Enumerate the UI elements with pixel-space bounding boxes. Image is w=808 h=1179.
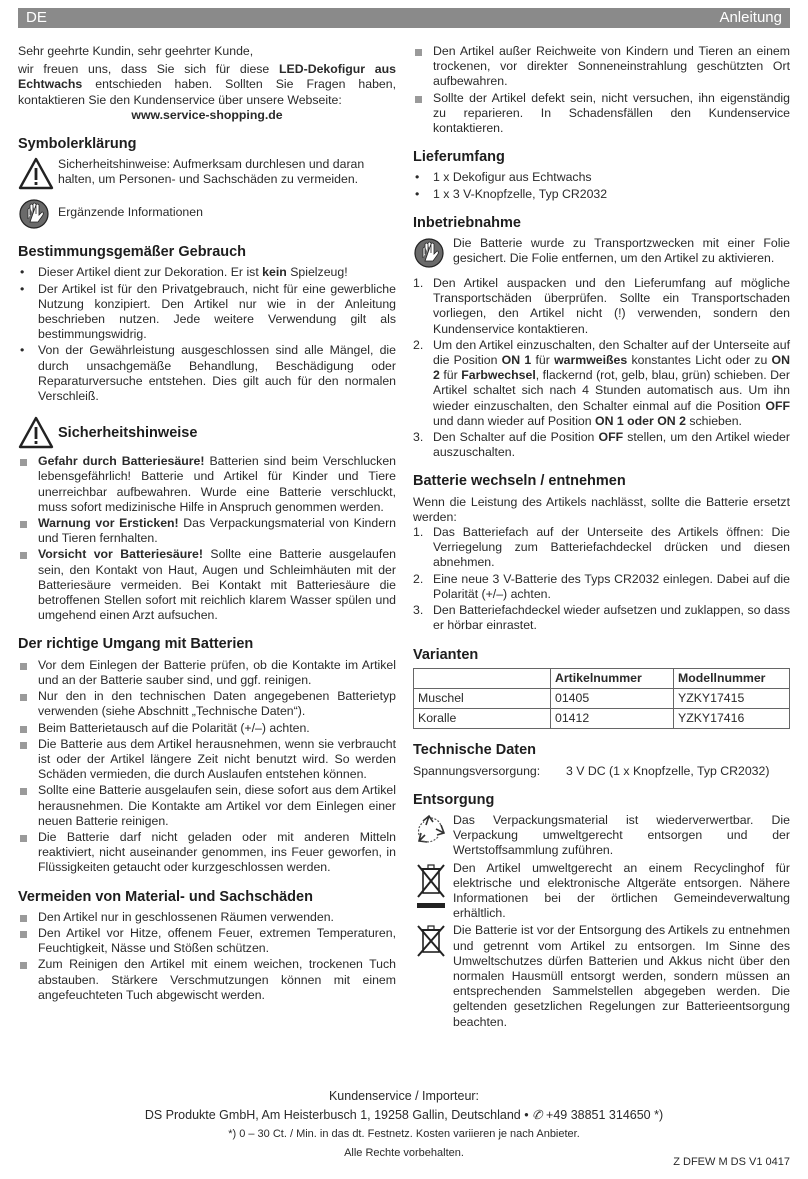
startup-heading: Inbetriebnahme [413, 214, 521, 231]
intro-text: wir freuen uns, dass Sie sich für diese LED-Dekofigur aus Echtwachs entschieden haben. Sollten Sie Fragen haben, kontaktieren Sie den Kundenservice über unsere Webseite: [18, 62, 396, 107]
batteries-list [18, 658, 396, 876]
startup-note-text: Die Batterie wurde zu Transportzwecken mit einer Folie gesichert. Die Folie entfernen, um den Artikel zu aktivieren. [453, 236, 790, 266]
list-item: 1. Den Artikel auspacken und den Lieferumfang auf mögliche Transportschäden überprüfen. Sollte ein Transportschaden vorliegen, den Artikel nicht (!) verwenden, sondern den Kundenservice kontaktieren. [413, 276, 790, 336]
left-column [18, 44, 396, 1004]
intended-use-heading: Bestimmungsgemäßer Gebrauch [18, 244, 247, 261]
list-item: Nur den in den technischen Daten angegebenen Batterietyp verwenden (siehe Abschnitt „Technische Daten“). [18, 689, 396, 719]
safety-heading: Sicherheitshinweise [58, 424, 198, 441]
scope-heading: Lieferumfang [413, 149, 505, 166]
disposal-packaging [413, 813, 790, 859]
table-header-row: Artikelnummer Modellnummer [414, 668, 790, 688]
variants-table [413, 668, 790, 730]
damage-list-continued [413, 44, 790, 136]
spec-value: 3 V DC (1 x Knopfzelle, Typ CR2032) [566, 763, 770, 778]
list-item: 1. Das Batteriefach auf der Unterseite des Artikels öffnen: Die Verriegelung zum Batteriefachdeckel drücken und diesen abnehmen. [413, 525, 790, 570]
tech-heading: Technische Daten [413, 742, 537, 759]
tech-spec-row [413, 764, 790, 779]
batteries-heading: Der richtige Umgang mit Batterien [18, 636, 254, 653]
footer-cost-note: *) 0 – 30 Ct. / Min. in das dt. Festnetz. Kosten variieren je nach Anbieter. [228, 1128, 580, 1140]
crossed-bin-icon [413, 861, 449, 911]
table-row: Muschel 01405 YZKY17415 [414, 688, 790, 708]
header-bar [18, 8, 790, 28]
info-hand-icon [18, 197, 54, 231]
list-item: Zum Reinigen den Artikel mit einem weichen, trockenen Tuch abstauben. Stärkere Verschmutzungen können mit einem angefeuchteten Tuch abgewischt werden. [18, 957, 396, 1003]
list-item: 3. Den Schalter auf die Position OFF stellen, um den Artikel wieder auszuschalten. [413, 430, 790, 460]
document-code: Z DFEW M DS V1 0417 [673, 1156, 790, 1168]
variants-heading: Varianten [413, 646, 479, 663]
list-item: Den Artikel vor Hitze, offenem Feuer, extremen Temperaturen, Feuchtigkeit, Nässe und Stößen schützen. [18, 926, 396, 956]
symbol-info [18, 197, 396, 231]
list-item: Gefahr durch Batteriesäure! Batterien sind beim Verschlucken lebensgefährlich! Batterie und Artikel für Kinder und Tiere unerreichbar aufbewahren. Wurde eine Batterie verschluckt, muss sofort medizinische Hilfe in Anspruch genommen werden. [18, 454, 396, 515]
disposal-weee [413, 861, 790, 922]
scope-list [413, 170, 790, 201]
list-item: • 1 x Dekofigur aus Echtwachs [413, 170, 790, 185]
list-item: 2. Um den Artikel einzuschalten, den Schalter auf der Unterseite auf die Position ON 1 für warmweißes konstantes Licht oder zu ON 2 für Farbwechsel, flackernd (rot, gelb, blau, grün) schieben. Der Artikel schaltet sich nach 4 Stunden automatisch aus. Um ihn wieder einzuschalten, den Schalter einmal auf die Position OFF und dann wieder auf Position ON 1 oder ON 2 schieben. [413, 337, 790, 428]
safety-heading-row [18, 416, 396, 450]
website-link[interactable]: www.service-shopping.de [131, 107, 283, 122]
battery-change-steps [413, 525, 790, 633]
startup-note [413, 236, 790, 270]
language-code: DE [26, 9, 47, 26]
warning-icon [18, 157, 54, 191]
symbol-warning-text: Sicherheitshinweise: Aufmerksam durchlesen und daran halten, um Personen- und Sachschäden zu vermeiden. [58, 157, 365, 187]
footer-phone: +49 38851 314650 *) [546, 1108, 664, 1122]
list-item: 2. Eine neue 3 V-Batterie des Typs CR2032 einlegen. Dabei auf die Polarität (+/–) achten. [413, 571, 790, 601]
product-name: LED-Dekofigur aus Echtwachs [18, 62, 396, 92]
list-item: • Der Artikel ist für den Privatgebrauch, nicht für eine gewerbliche Nutzung konzipiert. Den Artikel nur wie in der Anleitung beschrieben nutzen. Jede weitere Verwendung gilt als bestimmungswidrig. [18, 282, 396, 343]
list-item: Die Batterie aus dem Artikel herausnehmen, wenn sie verbraucht ist oder der Artikel längere Zeit nicht benutzt wird. So werden Schäden vermieden, die durch Auslaufen entstehen können. [18, 737, 396, 783]
list-item: 3. Den Batteriefachdeckel wieder aufsetzen und zuklappen, so dass er hörbar einrastet. [413, 603, 790, 633]
list-item: Warnung vor Ersticken! Das Verpackungsmaterial von Kindern und Tieren fernhalten. [18, 516, 396, 546]
footer-rights: Alle Rechte vorbehalten. [344, 1147, 464, 1159]
damage-list [18, 910, 396, 1003]
list-item: • Dieser Artikel dient zur Dekoration. Er ist kein Spielzeug! [18, 265, 396, 280]
footer-address: DS Produkte GmbH, Am Heisterbusch 1, 19258 Gallin, Deutschland • ✆ +49 38851 314650 *) [144, 1108, 664, 1122]
damage-heading: Vermeiden von Material- und Sachschäden [18, 888, 313, 905]
document-title: Anleitung [719, 9, 782, 26]
table-row: Koralle 01412 YZKY17416 [414, 709, 790, 729]
disposal-heading: Entsorgung [413, 791, 495, 808]
greeting: Sehr geehrte Kundin, sehr geehrter Kunde, [18, 44, 254, 58]
list-item: Sollte eine Batterie ausgelaufen sein, diese sofort aus dem Artikel herausnehmen. Die Kontakte am Artikel vor dem Einlegen einer neuen Batterie reinigen. [18, 783, 396, 829]
list-item: Vor dem Einlegen der Batterie prüfen, ob die Kontakte im Artikel und an der Batterie sauber sind, und ggf. reinigen. [18, 658, 396, 688]
list-item: Den Artikel außer Reichweite von Kindern und Tieren an einem trockenen, vor direkter Sonneneinstrahlung geschützten Ort aufbewahren. [413, 44, 790, 90]
list-item: • Von der Gewährleistung ausgeschlossen sind alle Mängel, die durch unsachgemäße Behandlung, Beschädigung oder Reparaturversuche entstehen. Dies gilt auch für den normalen Verschleiß. [18, 343, 396, 404]
list-item: Beim Batterietausch auf die Polarität (+/–) achten. [18, 721, 396, 736]
list-item: Die Batterie darf nicht geladen oder mit anderen Mitteln reaktiviert, nicht auseinander genommen, ins Feuer geworfen, in Flüssigkeiten getaucht oder kurzgeschlossen werden. [18, 830, 396, 876]
startup-steps [413, 276, 790, 460]
phone-icon: ✆ [532, 1108, 543, 1122]
info-hand-icon [413, 236, 449, 270]
disposal-battery-text: Die Batterie ist vor der Entsorgung des Artikels zu entnehmen und getrennt vom Artikel zu entsorgen. Im Sinne des Umweltschutzes dürfen Batterien und Akkus nicht über den normalen Hausmüll entsorgt werden, sondern müssen an entsprechenden Sammelstellen abgegeben werden. Die geltenden gesetzlichen Regelungen zur Batterieentsorgung beachten. [453, 923, 790, 1029]
list-item: Den Artikel nur in geschlossenen Räumen verwenden. [18, 910, 396, 925]
recycling-icon [413, 813, 449, 847]
crossed-bin-icon [413, 923, 449, 957]
symbol-warning [18, 157, 396, 191]
list-item: Vorsicht vor Batteriesäure! Sollte eine Batterie ausgelaufen sein, den Kontakt von Haut, Augen und Schleimhäuten mit der Batteriesäure vermeiden. Bei Kontakt mit Batteriesäure die betroffenen Stellen sofort mit reichlich klarem Wasser spülen und umgehend einen Arzt aufsuchen. [18, 547, 396, 623]
list-item: Sollte der Artikel defekt sein, nicht versuchen, ihn eigenständig zu reparieren. In Schadensfällen den Kundenservice kontaktieren. [413, 91, 790, 137]
warning-icon [18, 416, 54, 450]
footer [0, 1087, 808, 1163]
right-column [413, 44, 790, 1036]
disposal-weee-text: Den Artikel umweltgerecht an einem Recyclinghof für elektrische und elektronische Altgeräte entsorgen. Nähere Informationen bei der örtlichen Gemeindeverwaltung erhältlich. [453, 860, 790, 921]
battery-change-heading: Batterie wechseln / entnehmen [413, 473, 626, 490]
list-item: • 1 x 3 V-Knopfzelle, Typ CR2032 [413, 187, 790, 202]
symbol-info-text: Ergänzende Informationen [58, 205, 203, 220]
battery-change-intro: Wenn die Leistung des Artikels nachlässt, sollte die Batterie ersetzt werden: [413, 494, 790, 524]
safety-list [18, 454, 396, 623]
intended-use-list [18, 265, 396, 404]
footer-service-label: Kundenservice / Importeur: [328, 1089, 480, 1103]
symbols-heading: Symbolerklärung [18, 136, 137, 153]
disposal-packaging-text: Das Verpackungsmaterial ist wiederverwertbar. Die Verpackung umweltgerecht entsorgen und der Wertstoffsammlung zuführen. [453, 812, 790, 858]
spec-key: Spannungsversorgung: [413, 763, 541, 778]
disposal-battery [413, 923, 790, 1029]
